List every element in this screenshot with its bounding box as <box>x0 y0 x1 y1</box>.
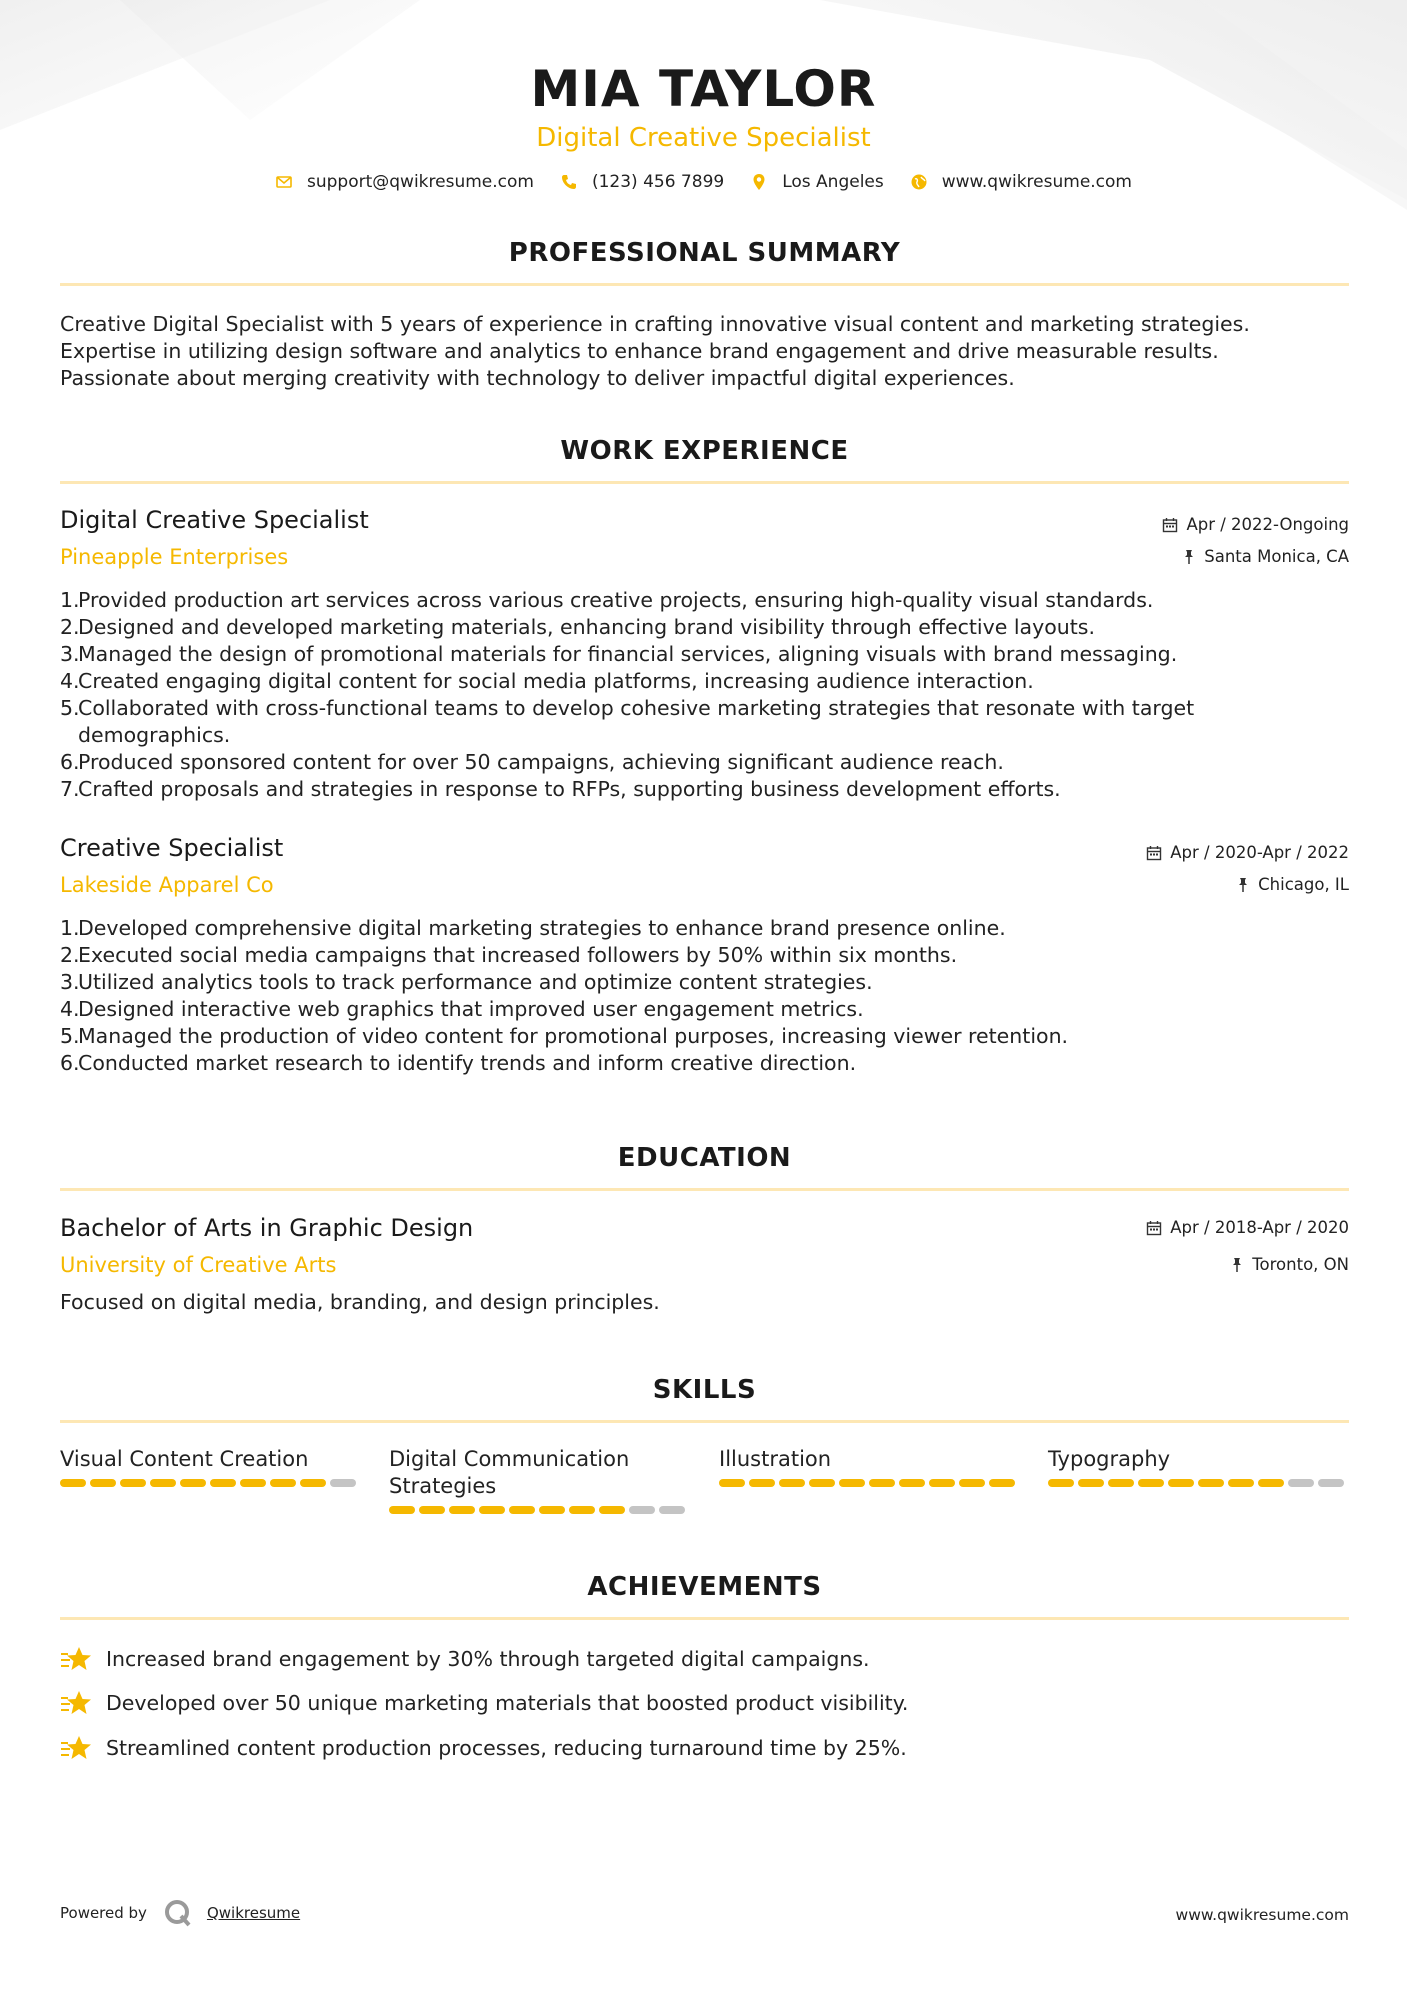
powered-by-label: Powered by <box>60 1904 147 1922</box>
skill-name: Digital Communication Strategies <box>389 1447 630 1498</box>
skill-dot-filled <box>1108 1479 1134 1487</box>
education-dates <box>1146 1218 1349 1237</box>
section-title-skills: SKILLS <box>652 1375 757 1405</box>
skill-dot-filled <box>210 1479 236 1487</box>
skill-dot-filled <box>959 1479 985 1487</box>
skill-name: Typography <box>1048 1447 1171 1471</box>
footer-powered-by <box>60 1898 300 1928</box>
job-dates <box>1146 843 1349 862</box>
section-divider <box>60 481 1349 484</box>
list-item: 7. Crafted proposals and strategies in response to RFPs, supporting business development efforts. <box>60 777 1061 801</box>
skill-dot-filled <box>929 1479 955 1487</box>
list-item: 4. Designed interactive web graphics that improved user engagement metrics. <box>60 997 864 1021</box>
achievement-text: Increased brand engagement by 30% through targeted digital campaigns. <box>106 1647 870 1671</box>
education-dates-text: Apr / 2018-Apr / 2020 <box>1170 1218 1349 1237</box>
contact-phone-text: (123) 456 7899 <box>591 172 725 192</box>
education-location <box>1230 1255 1349 1274</box>
section-divider <box>60 1188 1349 1191</box>
skill-dot-filled <box>809 1479 835 1487</box>
shooting-star-icon <box>60 1734 92 1762</box>
skill-dot-filled <box>719 1479 745 1487</box>
skill-dot-empty <box>1288 1479 1314 1487</box>
section-title-experience: WORK EXPERIENCE <box>560 436 849 466</box>
job-responsibilities <box>60 915 1300 1077</box>
summary-text <box>60 311 1349 392</box>
contact-email[interactable] <box>275 172 534 192</box>
contact-website[interactable] <box>910 172 1132 192</box>
skill-name: Visual Content Creation <box>60 1447 309 1471</box>
education-location-text: Toronto, ON <box>1252 1255 1349 1274</box>
summary-line: Passionate about merging creativity with technology to deliver impactful digital experiences. <box>60 366 1015 390</box>
footer-website[interactable]: www.qwikresume.com <box>1175 1906 1349 1924</box>
job-location <box>1236 875 1349 894</box>
contact-bar <box>0 172 1407 192</box>
skill-dot-filled <box>1138 1479 1164 1487</box>
skill-dot-filled <box>120 1479 146 1487</box>
phone-icon <box>560 173 578 191</box>
skill-dot-filled <box>449 1506 475 1514</box>
pushpin-icon <box>1236 877 1250 893</box>
skill-dot-filled <box>569 1506 595 1514</box>
list-item: 5. Managed the production of video content for promotional purposes, increasing viewer retention. <box>60 1024 1069 1048</box>
contact-location-text: Los Angeles <box>782 172 884 192</box>
pushpin-icon <box>1182 549 1196 565</box>
section-title-achievements: ACHIEVEMENTS <box>587 1572 822 1602</box>
degree-title: Bachelor of Arts in Graphic Design <box>60 1214 474 1242</box>
skill-rating <box>60 1479 360 1487</box>
list-item: 3. Managed the design of promotional materials for financial services, aligning visuals with brand messaging. <box>60 642 1178 666</box>
skill-dot-filled <box>180 1479 206 1487</box>
candidate-name: MIA TAYLOR <box>530 60 877 118</box>
skill-dot-filled <box>509 1506 535 1514</box>
globe-icon <box>910 173 928 191</box>
achievement-item <box>60 1645 870 1673</box>
skill-dot-filled <box>1048 1479 1074 1487</box>
contact-email-text: support@qwikresume.com <box>307 172 534 192</box>
skill-item <box>1048 1446 1348 1487</box>
resume-header <box>0 58 1407 156</box>
skill-item <box>719 1446 1019 1487</box>
skill-rating <box>1048 1479 1348 1487</box>
contact-phone[interactable] <box>560 172 724 192</box>
list-item: 6. Produced sponsored content for over 50 campaigns, achieving significant audience reach. <box>60 750 1004 774</box>
list-item: 1. Provided production art services across various creative projects, ensuring high-quality visual standards. <box>60 588 1154 612</box>
skill-dot-filled <box>60 1479 86 1487</box>
contact-website-text: www.qwikresume.com <box>941 172 1132 192</box>
contact-location <box>750 172 884 192</box>
section-divider <box>60 1420 1349 1423</box>
skill-name: Illustration <box>719 1447 832 1471</box>
skill-dot-filled <box>1078 1479 1104 1487</box>
skill-dot-filled <box>300 1479 326 1487</box>
pushpin-icon <box>1230 1257 1244 1273</box>
skill-item <box>389 1446 689 1514</box>
skill-item <box>60 1446 360 1487</box>
education-description: Focused on digital media, branding, and design principles. <box>60 1290 660 1314</box>
map-pin-icon <box>750 173 768 191</box>
skill-dot-filled <box>270 1479 296 1487</box>
section-divider <box>60 1617 1349 1620</box>
section-title-education: EDUCATION <box>617 1143 792 1173</box>
skill-dot-filled <box>419 1506 445 1514</box>
skill-rating <box>389 1506 689 1514</box>
skill-dot-filled <box>240 1479 266 1487</box>
summary-line: Expertise in utilizing design software and analytics to enhance brand engagement and drive measurable results. <box>60 339 1219 363</box>
candidate-role: Digital Creative Specialist <box>536 123 871 153</box>
calendar-icon <box>1162 517 1178 533</box>
skill-dot-filled <box>989 1479 1015 1487</box>
job-title: Creative Specialist <box>60 834 284 862</box>
summary-line: Creative Digital Specialist with 5 years of experience in crafting innovative visual content and marketing strategies. <box>60 312 1250 336</box>
skill-dot-filled <box>90 1479 116 1487</box>
section-title-summary: PROFESSIONAL SUMMARY <box>508 238 901 268</box>
company-name: Lakeside Apparel Co <box>60 873 274 897</box>
job-title: Digital Creative Specialist <box>60 506 369 534</box>
skill-dot-filled <box>150 1479 176 1487</box>
skill-dot-empty <box>1318 1479 1344 1487</box>
job-location <box>1182 547 1349 566</box>
skill-dot-filled <box>779 1479 805 1487</box>
list-item: 2. Executed social media campaigns that increased followers by 50% within six months. <box>60 943 958 967</box>
calendar-icon <box>1146 1220 1162 1236</box>
school-name: University of Creative Arts <box>60 1253 337 1277</box>
calendar-icon <box>1146 845 1162 861</box>
job-dates-text: Apr / 2022-Ongoing <box>1186 515 1349 534</box>
list-item: 6. Conducted market research to identify trends and inform creative direction. <box>60 1051 857 1075</box>
skill-dot-empty <box>330 1479 356 1487</box>
job-responsibilities <box>60 587 1300 803</box>
skill-dot-filled <box>839 1479 865 1487</box>
skill-rating <box>719 1479 1019 1487</box>
skill-dot-filled <box>1228 1479 1254 1487</box>
qwikresume-link[interactable]: Qwikresume <box>206 1904 301 1922</box>
skill-dot-empty <box>659 1506 685 1514</box>
skill-dot-filled <box>899 1479 925 1487</box>
list-item: 5. Collaborated with cross-functional teams to develop cohesive marketing strategies that resonate with target demographics. <box>60 696 1195 747</box>
job-location-text: Chicago, IL <box>1258 875 1349 894</box>
skill-dot-filled <box>389 1506 415 1514</box>
list-item: 3. Utilized analytics tools to track performance and optimize content strategies. <box>60 970 873 994</box>
qwikresume-logo-icon <box>163 1898 193 1928</box>
skill-dot-filled <box>1198 1479 1224 1487</box>
skill-dot-filled <box>749 1479 775 1487</box>
job-location-text: Santa Monica, CA <box>1204 547 1349 566</box>
job-dates-text: Apr / 2020-Apr / 2022 <box>1170 843 1349 862</box>
shooting-star-icon <box>60 1689 92 1717</box>
achievement-item <box>60 1734 907 1762</box>
shooting-star-icon <box>60 1645 92 1673</box>
skill-dot-empty <box>629 1506 655 1514</box>
skill-dot-filled <box>869 1479 895 1487</box>
achievement-item <box>60 1689 908 1717</box>
skill-dot-filled <box>599 1506 625 1514</box>
list-item: 1. Developed comprehensive digital marketing strategies to enhance brand presence online. <box>60 916 1006 940</box>
skill-dot-filled <box>539 1506 565 1514</box>
achievement-text: Streamlined content production processes, reducing turnaround time by 25%. <box>106 1736 907 1760</box>
skill-dot-filled <box>1258 1479 1284 1487</box>
section-divider <box>60 283 1349 286</box>
achievement-text: Developed over 50 unique marketing materials that boosted product visibility. <box>106 1691 909 1715</box>
list-item: 2. Designed and developed marketing materials, enhancing brand visibility through effective layouts. <box>60 615 1096 639</box>
list-item: 4. Created engaging digital content for social media platforms, increasing audience interaction. <box>60 669 1034 693</box>
skill-dot-filled <box>1168 1479 1194 1487</box>
envelope-icon <box>275 173 293 191</box>
job-dates <box>1162 515 1349 534</box>
company-name: Pineapple Enterprises <box>60 545 289 569</box>
skill-dot-filled <box>479 1506 505 1514</box>
